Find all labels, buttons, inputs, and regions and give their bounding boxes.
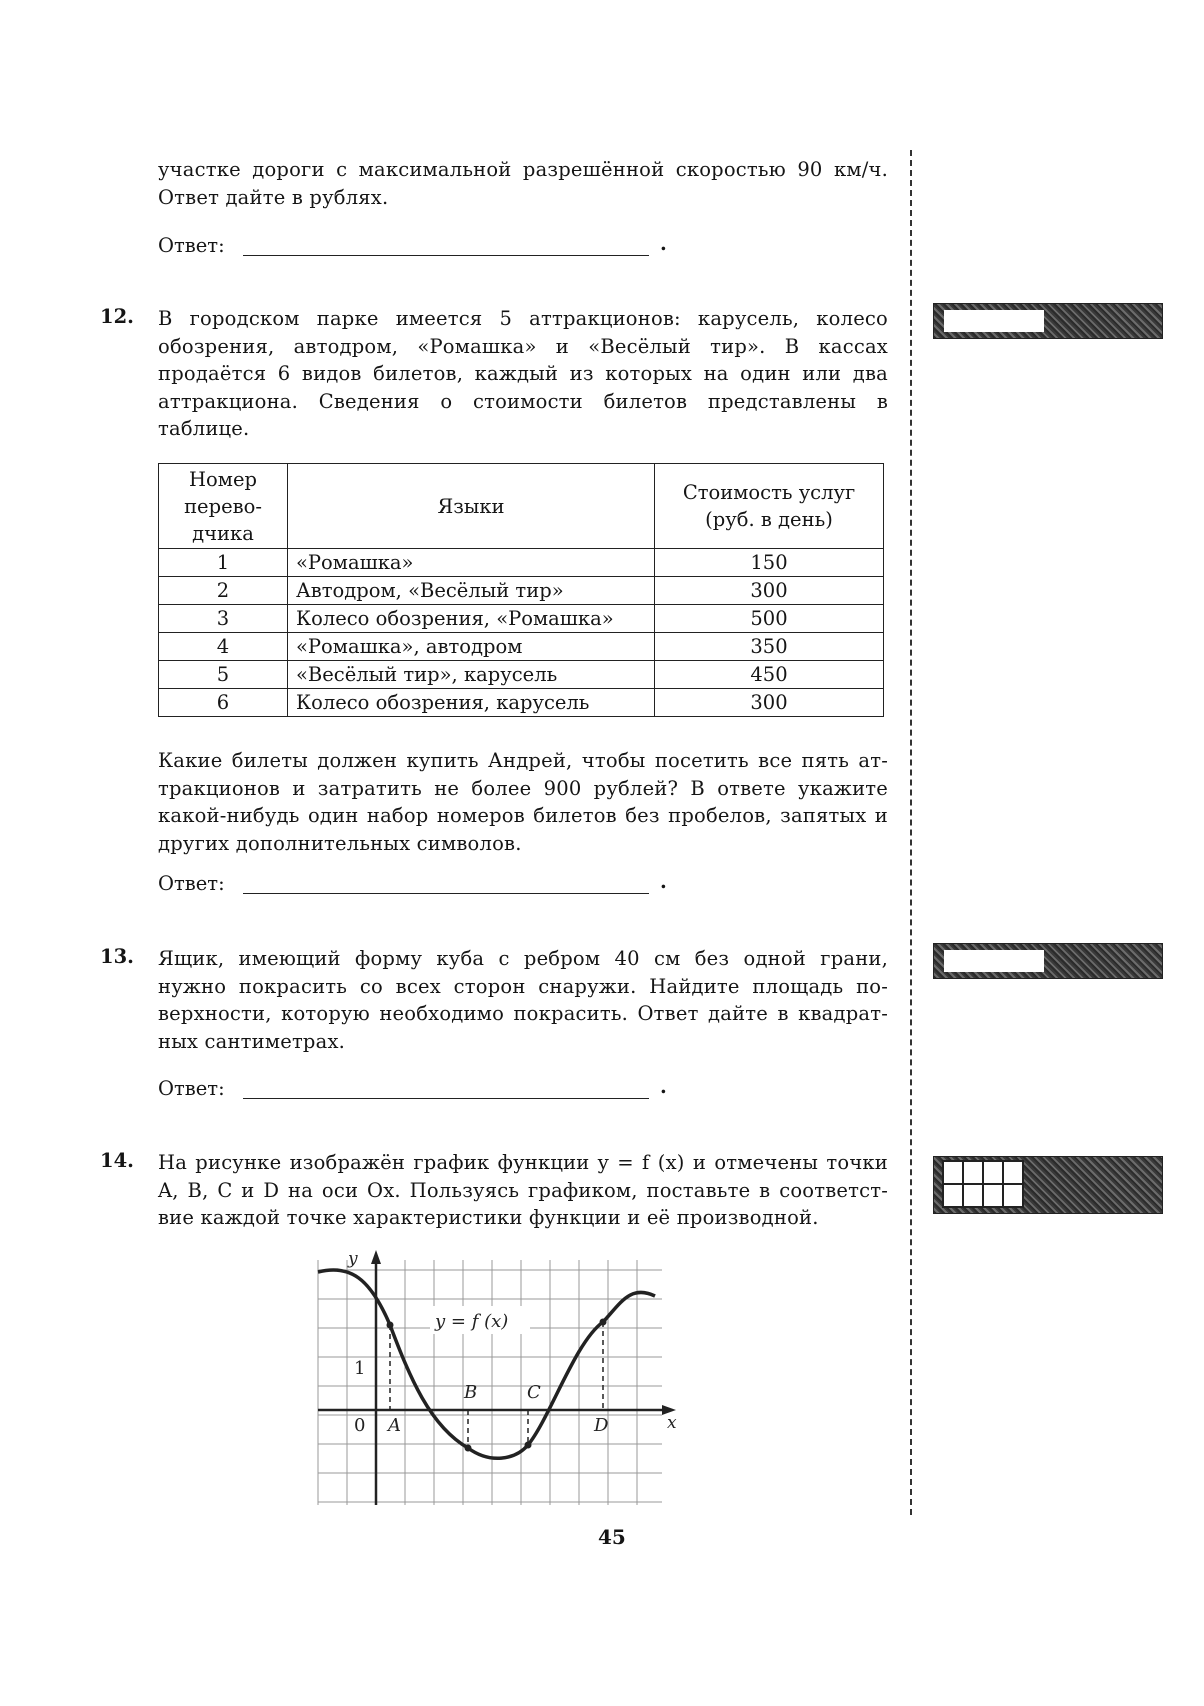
q13-line-2: нужно покрасить со всех сторон снаружи. Найдите площадь по- — [158, 974, 888, 998]
q12-question — [158, 747, 888, 857]
row-num: 6 — [159, 689, 288, 717]
q14-number: 14. — [100, 1149, 134, 1172]
function-graph — [310, 1250, 680, 1510]
q13-answer-field[interactable] — [243, 1098, 649, 1099]
row-num: 3 — [159, 605, 288, 633]
row-name: Колесо обозрения, «Ромашка» — [288, 605, 655, 633]
q11-answer-label: Ответ: — [158, 234, 225, 257]
row-cost: 150 — [655, 549, 884, 577]
q12-intro-line-5: таблице. — [158, 417, 250, 440]
q11-answer-field[interactable] — [243, 255, 649, 256]
row-name: Колесо обозрения, карусель — [288, 689, 655, 717]
tickets-table — [158, 463, 884, 717]
header-number-line-1: Номер — [189, 467, 257, 491]
row-name: «Ромашка» — [288, 549, 655, 577]
q13-answer-label: Ответ: — [158, 1077, 225, 1100]
row-num: 2 — [159, 577, 288, 605]
q14-line-3: вие каждой точке характеристики функции и её производной. — [158, 1206, 819, 1229]
point-b-marker — [465, 1445, 472, 1452]
margin-cut-line — [910, 150, 912, 1515]
point-b-label: B — [464, 1382, 478, 1403]
origin-label: 0 — [354, 1415, 366, 1436]
q11-line-2: Ответ дайте в рублях. — [158, 185, 389, 209]
table-header-row — [159, 464, 884, 549]
header-number-line-2: перево- — [184, 494, 262, 518]
header-cost-line-1: Стоимость услуг — [682, 481, 856, 504]
q12-number: 12. — [100, 305, 134, 328]
q14-line-1: На рисунке изображён график функции y = f (x) и отмечены точки — [158, 1151, 888, 1174]
point-c-marker — [525, 1442, 532, 1449]
table-row — [159, 661, 884, 689]
q12-mark-box — [933, 303, 1163, 339]
header-number — [159, 464, 288, 549]
guide-lines — [390, 1322, 603, 1448]
unit-label: 1 — [354, 1358, 366, 1379]
row-num: 1 — [159, 549, 288, 577]
q12-answer-dot: . — [660, 870, 667, 893]
q13-answer-dot: . — [660, 1075, 667, 1098]
header-cost-line-2: (руб. в день) — [705, 508, 833, 531]
q14-text — [158, 1149, 888, 1232]
row-cost: 350 — [655, 633, 884, 661]
function-label: y = f (x) — [435, 1311, 509, 1332]
q12-answer-field[interactable] — [243, 893, 649, 894]
q12-question-line-4: других дополнительных символов. — [158, 831, 522, 855]
row-cost: 300 — [655, 577, 884, 605]
table-row — [159, 689, 884, 717]
header-cost — [655, 464, 884, 549]
row-name: Автодром, «Весёлый тир» — [288, 577, 655, 605]
header-number-line-3: дчика — [192, 521, 254, 545]
q13-line-4: ных сантиметрах. — [158, 1029, 346, 1053]
y-axis-label: y — [348, 1250, 358, 1269]
point-d-label: D — [594, 1415, 609, 1436]
header-languages: Языки — [288, 464, 655, 549]
q13-text — [158, 945, 888, 1055]
q12-answer-label: Ответ: — [158, 872, 225, 895]
q11-line-1: участке дороги с максимальной разрешённой скоростью 90 км/ч. — [158, 158, 888, 181]
row-cost: 500 — [655, 605, 884, 633]
table-row — [159, 577, 884, 605]
table-row — [159, 549, 884, 577]
table-row — [159, 633, 884, 661]
q12-intro-line-4: аттракциона. Сведения о стоимости билетов представлены в — [158, 389, 888, 413]
row-name: «Весёлый тир», карусель — [288, 661, 655, 689]
q13-mark-box — [933, 943, 1163, 979]
q14-line-2: A, B, C и D на оси Ox. Пользуясь графиком, поставьте в соответст- — [158, 1178, 888, 1202]
point-c-label: C — [527, 1382, 541, 1403]
x-axis-label: x — [667, 1413, 677, 1433]
row-num: 5 — [159, 661, 288, 689]
q14-answer-cells[interactable] — [942, 1160, 1024, 1208]
point-a-marker — [387, 1322, 394, 1329]
q11-text — [158, 156, 888, 211]
q12-intro-line-3: продаётся 6 видов билетов, каждый из которых на один или два — [158, 362, 888, 385]
q14-mark-box — [933, 1156, 1163, 1214]
q12-intro-line-1: В городском парке имеется 5 аттракционов: карусель, колесо — [158, 307, 888, 330]
q12-intro-line-2: обозрения, автодром, «Ромашка» и «Весёлый тир». В кассах — [158, 334, 888, 358]
row-cost: 300 — [655, 689, 884, 717]
point-a-label: A — [388, 1415, 401, 1436]
q12-question-line-3: какой-нибудь один набор номеров билетов без пробелов, запятых и — [158, 804, 888, 827]
row-cost: 450 — [655, 661, 884, 689]
q12-intro — [158, 305, 888, 443]
q13-number: 13. — [100, 945, 134, 968]
q13-line-3: верхности, которую необходимо покрасить. Ответ дайте в квадрат- — [158, 1002, 888, 1025]
point-d-marker — [600, 1319, 607, 1326]
row-num: 4 — [159, 633, 288, 661]
page-number: 45 — [598, 1525, 626, 1549]
q12-question-line-2: тракционов и затратить не более 900 рублей? В ответе укажите — [158, 776, 888, 800]
q11-answer-dot: . — [660, 232, 667, 255]
graph-grid — [318, 1260, 662, 1505]
y-axis-arrow-icon — [371, 1250, 381, 1264]
row-name: «Ромашка», автодром — [288, 633, 655, 661]
q12-question-line-1: Какие билеты должен купить Андрей, чтобы посетить все пять ат- — [158, 749, 888, 772]
table-row — [159, 605, 884, 633]
q13-line-1: Ящик, имеющий форму куба с ребром 40 см без одной грани, — [158, 947, 888, 970]
